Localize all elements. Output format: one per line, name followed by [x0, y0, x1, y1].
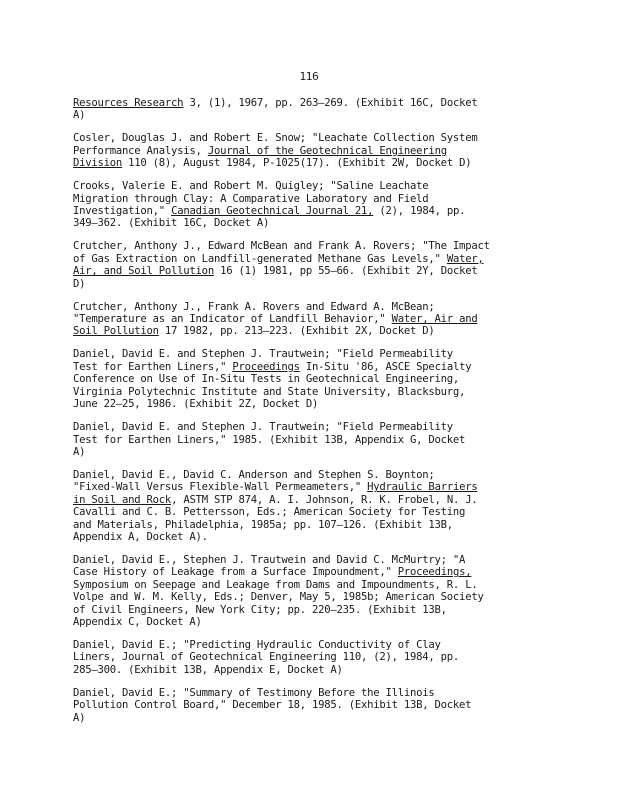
page-number: 116	[299, 70, 319, 83]
ref-text: Daniel, David E.; "Predicting Hydraulic Conductivity of Clay Liners, Journal of Geotechnical Engineering 110, (2), 1984, pp. 285–300. (Exhibit 13B, Appendix E, Docket A)	[73, 638, 460, 676]
ref-text: , ASTM STP 874, A. I. Johnson, R. K. Frobel, N. J. Cavalli and C. B. Pettersson, Eds.; American Society for Testing and Materials, Philadelphia, 1985a; pp. 107–126. (Exhibit 13B, Appendix A, Docket A).	[73, 493, 478, 543]
reference-entry	[73, 469, 549, 543]
reference-entry	[73, 132, 549, 169]
ref-text: 16 (1) 1981, pp 55–66. (Exhibit 2Y, Docket D)	[73, 265, 478, 290]
ref-text: Cosler, Douglas J. and Robert E. Snow; "Leachate Collection System Performance Analysis,	[73, 132, 478, 157]
ref-underlined-title: Canadian Geotechnical Journal 21,	[171, 205, 374, 218]
ref-underlined-title: Resources Research	[73, 97, 184, 109]
reference-entry	[73, 240, 549, 290]
ref-text: Daniel, David E. and Stephen J. Trautwein; "Field Permeability Test for Earthen Liners,"	[73, 348, 453, 373]
ref-underlined-title: Water, Air, and Soil Pollution	[73, 252, 484, 278]
ref-underlined-title: Proceedings	[232, 360, 300, 373]
ref-underlined-title: Water, Air and Soil Pollution	[73, 313, 478, 338]
ref-text: Daniel, David E., Stephen J. Trautwein and David C. McMurtry; "A Case History of Leakage from a Surface Impoundment,"	[73, 553, 466, 579]
ref-text: Crutcher, Anthony J., Edward McBean and Frank A. Rovers; "The Impact of Gas Extraction on Landfill-generated Methane Gas Levels,"	[73, 240, 490, 265]
reference-entry	[73, 421, 549, 458]
ref-text: Symposium on Seepage and Leakage from Dams and Impoundments, R. L. Volpe and W. M. Kelly, Eds.; Denver, May 5, 1985b; American Society of Civil Engineers, New York City; pp. 220–235. (Exhibit 13B, Appendix C, Docket A)	[73, 578, 484, 628]
ref-text: Daniel, David E.; "Summary of Testimony Before the Illinois Pollution Control Board," December 18, 1985. (Exhibit 13B, Docket A)	[73, 686, 472, 724]
reference-entry	[73, 639, 549, 676]
reference-entry	[73, 97, 549, 122]
ref-text: 17 1982, pp. 213–223. (Exhibit 2X, Docket D)	[158, 325, 435, 338]
ref-underlined-title: Proceedings,	[397, 566, 472, 579]
reference-entry	[73, 687, 549, 724]
ref-underlined-title: Journal of the Geotechnical Engineering Division	[73, 144, 447, 170]
reference-entry	[73, 348, 549, 410]
ref-text: 110 (8), August 1984, P-1025(17). (Exhibit 2W, Docket D)	[122, 157, 472, 170]
ref-text: Crutcher, Anthony J., Frank A. Rovers and Edward A. McBean; "Temperature as an Indicator of Landfill Behavior,"	[73, 300, 435, 326]
ref-text: In-Situ '86, ASCE Specialty Conference on Use of In-Situ Tests in Geotechnical Engineering, Virginia Polytechnic Institute and State University, Blacksburg, June 22–25, 1986. (Exhibit 2Z, Docket D)	[73, 360, 472, 411]
reference-entry	[73, 554, 549, 628]
ref-text: (2), 1984, pp. 349–362. (Exhibit 16C, Docket A)	[73, 205, 466, 230]
reference-list	[73, 97, 549, 735]
ref-text: 3, (1), 1967, pp. 263–269. (Exhibit 16C, Docket A)	[73, 97, 478, 122]
ref-text: Daniel, David E. and Stephen J. Trautwein; "Field Permeability Test for Earthen Liners," 1985. (Exhibit 13B, Appendix G, Docket A)	[73, 421, 466, 458]
reference-entry	[73, 301, 549, 338]
ref-text: Crooks, Valerie E. and Robert M. Quigley; "Saline Leachate Migration through Clay: A Comparative Laboratory and Field Investigation,"	[73, 180, 429, 218]
ref-underlined-title: Hydraulic Barriers in Soil and Rock	[73, 481, 478, 506]
reference-entry	[73, 180, 549, 230]
ref-text: Daniel, David E., David C. Anderson and Stephen S. Boynton; "Fixed-Wall Versus Flexible-Wall Permeameters,"	[73, 468, 435, 494]
